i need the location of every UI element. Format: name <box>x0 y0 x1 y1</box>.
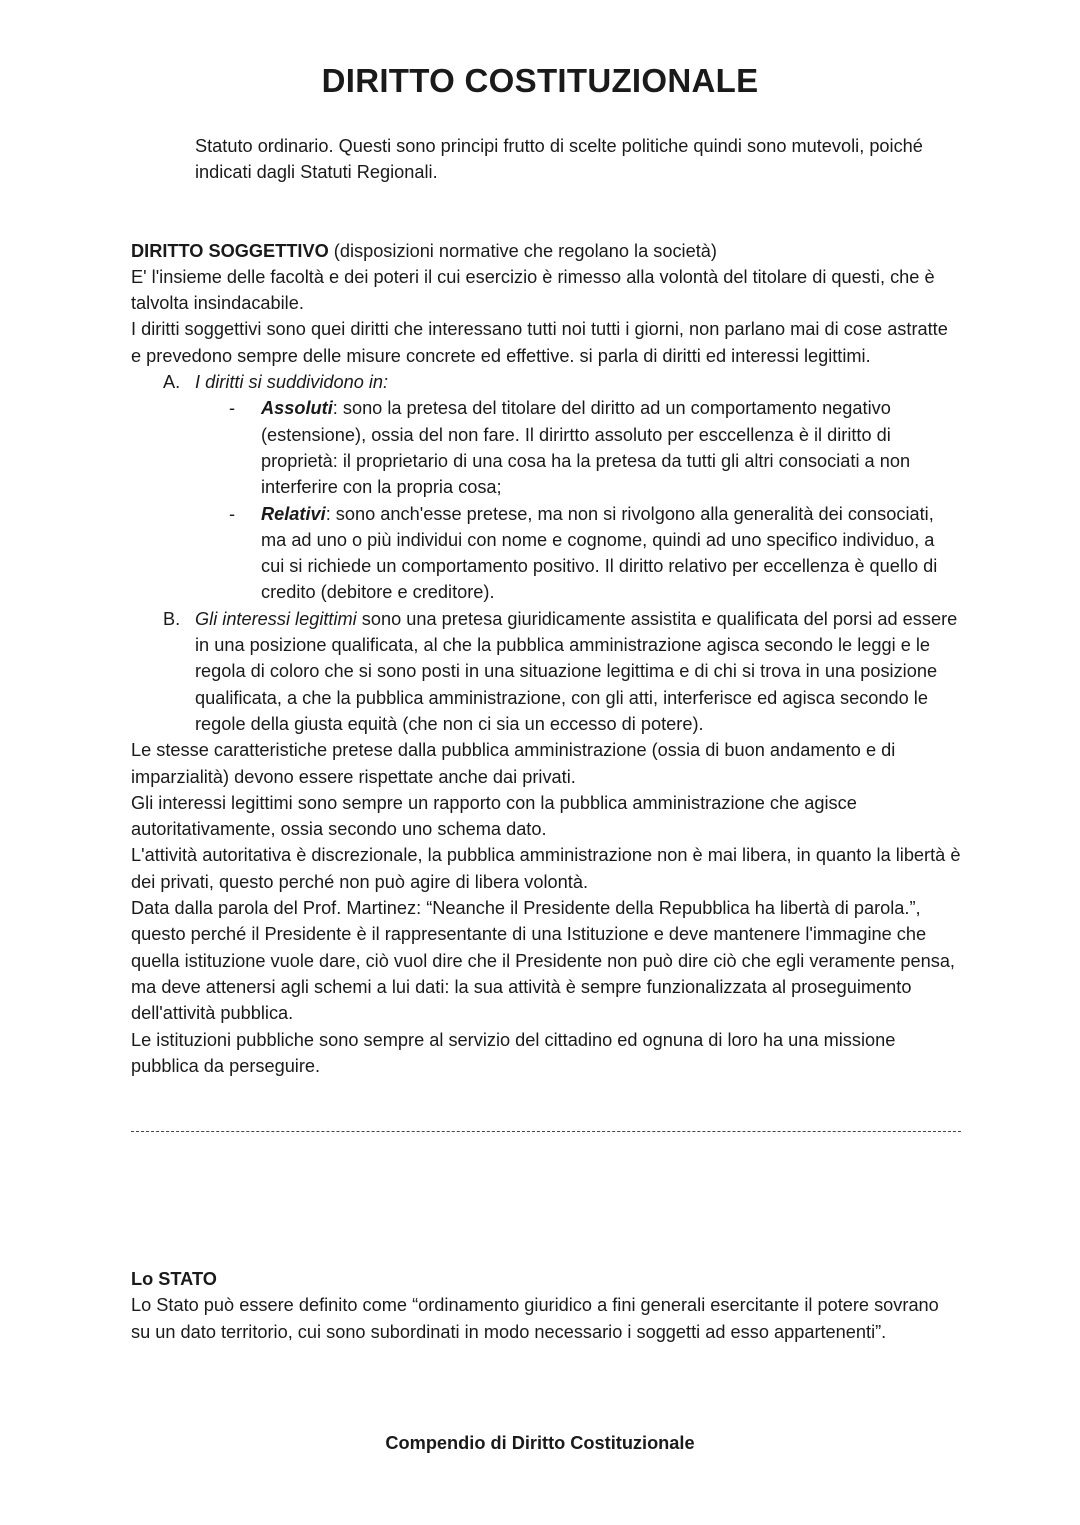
paragraph: Data dalla parola del Prof. Martinez: “Neanche il Presidente della Repubblica ha libertà di parola.”, questo perché il Presidente è il rappresentante di una Istituzione e deve mantenere l'immagine che quella istituzione vuole dare, ciò vuol dire che il Presidente non può dire ciò che egli veramente pensa, ma deve attenersi agli schemi a lui dati: la sua attività è sempre funzionalizzata al proseguimento dell'attività pubblica. <box>131 898 955 1024</box>
term-definition: : sono anch'esse pretese, ma non si rivolgono alla generalità dei consociati, ma ad uno o più individui con nome e cognome, quindi ad uno specifico individuo, a cui si richiede un comportamento positivo. Il diritto relativo per eccellenza è quello di credito (debitore e creditore). <box>261 503 938 603</box>
term-definition: : sono la pretesa del titolare del diritto ad un comportamento negativo (estensione), ossia del non fare. Il dirirtto assoluto per esccellenza è il diritto di proprietà: il proprietario di una cosa ha la pretesa da tutti gli altri consociati a non interferire con la propria cosa; <box>261 398 911 498</box>
dashed-separator <box>131 1131 961 1132</box>
paragraph: I diritti soggettivi sono quei diritti che interessano tutti noi tutti i giorni, non parlano mai di cose astratte e prevedono sempre delle misure concrete ed effettive. si parla di diritti ed interessi legittimi. <box>131 319 948 366</box>
list-item-text: I diritti si suddividono in: <box>195 372 389 393</box>
paragraph: Le stesse caratteristiche pretese dalla pubblica amministrazione (ossia di buon andamento e di imparzialità) devono essere rispettate anche dai privati. <box>131 740 896 787</box>
list-item-body <box>261 501 961 606</box>
list-item-relativi <box>229 501 961 606</box>
term-assoluti: Assoluti <box>261 398 333 419</box>
list-item-b <box>163 606 961 737</box>
heading-text: Lo STATO <box>131 1269 217 1289</box>
section-stato <box>131 1266 961 1345</box>
heading-note: (disposizioni normative che regolano la società) <box>328 240 717 261</box>
heading-text: DIRITTO SOGGETTIVO <box>131 240 329 261</box>
section-heading-diritto-soggettivo <box>131 238 961 264</box>
page-footer: Compendio di Diritto Costituzionale <box>385 1433 695 1453</box>
dash-marker: - <box>229 398 236 419</box>
page-title: DIRITTO COSTITUZIONALE <box>321 62 759 99</box>
paragraph: L'attività autoritativa è discrezionale, la pubblica amministrazione non è mai libera, in quanto la libertà è dei privati, questo perché non può agire di libera volontà. <box>131 845 961 892</box>
term-relativi: Relativi <box>261 503 326 524</box>
list-item-body <box>261 395 961 500</box>
paragraph: E' l'insieme delle facoltà e dei poteri il cui esercizio è rimesso alla volontà del titolare di questi, che è talvolta insindacabile. <box>131 266 935 314</box>
ordered-list <box>163 606 961 737</box>
paragraph: Le istituzioni pubbliche sono sempre al servizio del cittadino ed ognuna di loro ha una missione pubblica da perseguire. <box>131 1029 896 1076</box>
list-item-a <box>163 369 961 395</box>
main-content <box>131 133 961 1132</box>
list-marker: B. <box>163 608 181 629</box>
section-heading-stato <box>131 1266 961 1292</box>
list-item-body <box>195 606 961 737</box>
list-marker: A. <box>163 372 181 393</box>
dash-list <box>229 395 961 605</box>
paragraph: Gli interessi legittimi sono sempre un rapporto con la pubblica amministrazione che agisce autoritativamente, ossia secondo uno schema dato. <box>131 792 857 840</box>
continuation-paragraph: Statuto ordinario. Questi sono principi frutto di scelte politiche quindi sono mutevoli, poiché indicati dagli Statuti Regionali. <box>195 136 923 183</box>
list-item-assoluti <box>229 395 961 500</box>
paragraph: Lo Stato può essere definito come “ordinamento giuridico a fini generali esercitante il potere sovrano su un dato territorio, cui sono subordinati in modo necessario i soggetti ad esso appartenenti”. <box>131 1295 939 1342</box>
term-definition: sono una pretesa giuridicamente assistita e qualificata del porsi ad essere in una posizione qualificata, al che la pubblica amministrazione agisca secondo le leggi e le regola di coloro che si sono posti in una situazione legittima e di chi si trova in una posizione qualificata, a che la pubblica amministrazione, con gli atti, interferisce ed agisca secondo le regole della giusta equità (che non ci sia un eccesso di potere). <box>195 608 958 734</box>
term-interessi-legittimi: Gli interessi legittimi <box>195 608 357 629</box>
ordered-list <box>163 369 961 395</box>
dash-marker: - <box>229 503 236 524</box>
